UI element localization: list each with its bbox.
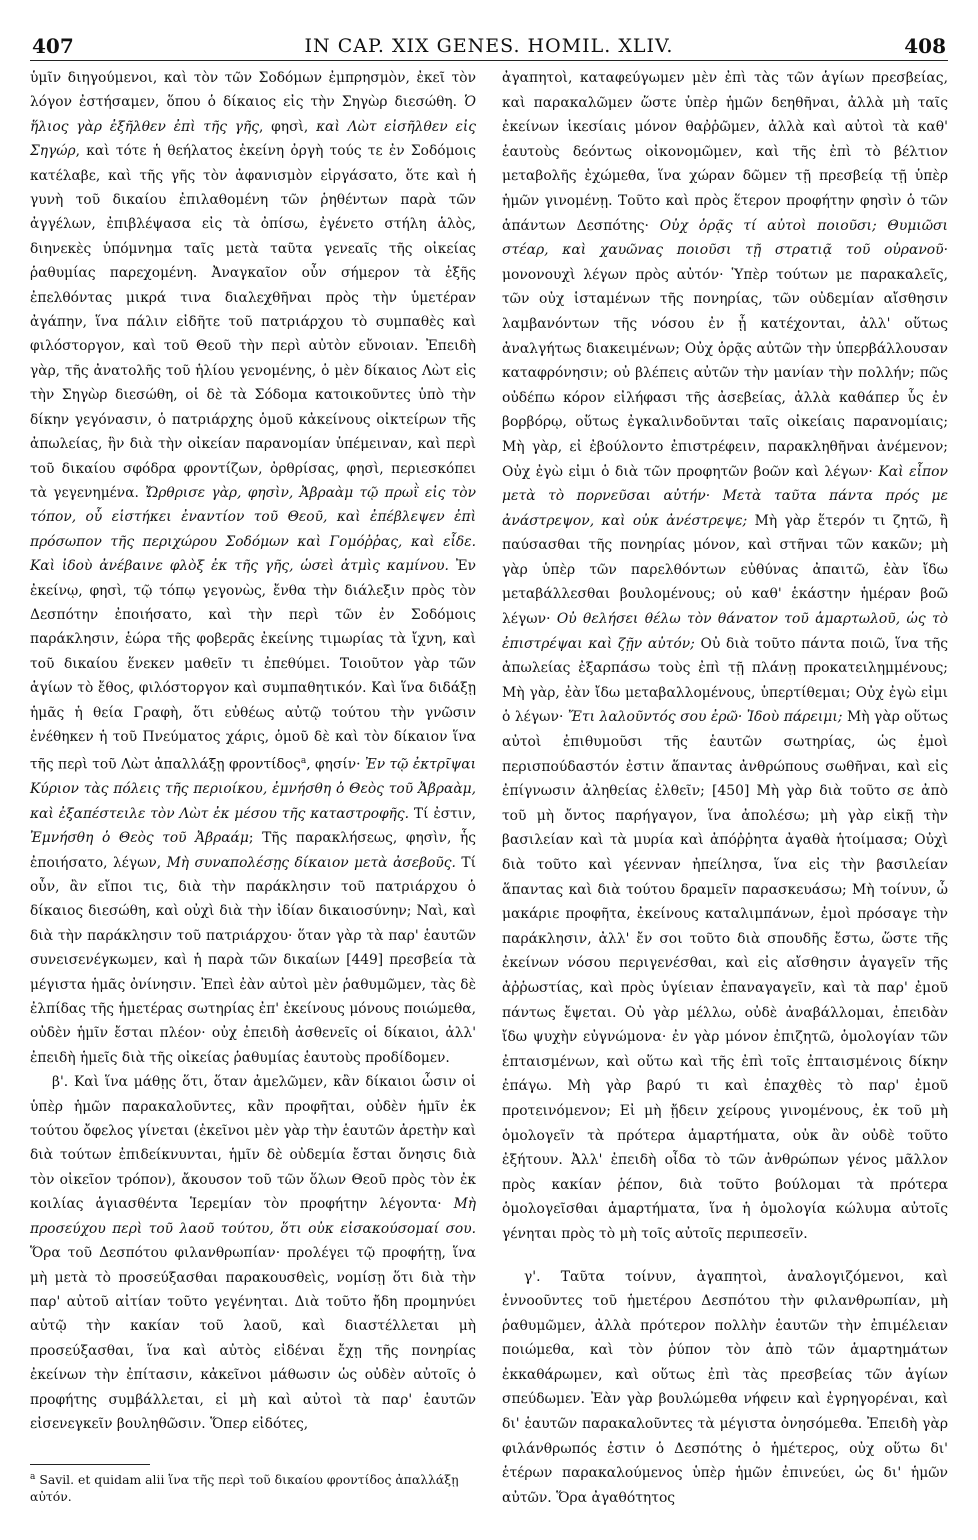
left-paragraph-2 [30, 1070, 476, 1436]
scripture-quote: καὶ Λὼτ εἰσῆλθεν εἰς Σηγώρ [30, 118, 476, 160]
right-paragraph-2 [502, 1265, 948, 1511]
left-column [30, 66, 476, 1436]
text-run: , φησίν· [306, 756, 365, 773]
text-run: β'. Καὶ ἵνα μάθῃς ὅτι, ὅταν ἀμελῶμεν, κἂν δίκαιοι ὦσιν οἱ ὑπὲρ ἡμῶν παρακαλοῦντες, κἂν προφῆται, οὐδὲν ἡμῖν ἐκ τούτου ὄφελος γίνεται (ἐκεῖνοι μὲν γὰρ τὴν ἑαυτῶν ἀρετὴν καὶ διὰ τούτων ἐπιδείκνυνται, ἡμῖν δὲ οὐδεμία ἔσται ὄνησις διὰ τὸν οἰκεῖον τρόπον), ἄκουσον τοῦ τῶν ὅλων Θεοῦ πρὸς τὸν ἐκ κοιλίας ἁγιασθέντα Ἱερεμίαν τὸν προφήτην λέγοντα· [30, 1074, 476, 1213]
right-paragraph-1 [502, 66, 948, 1247]
footnote-reference: a [300, 756, 307, 767]
text-run: γ'. Ταῦτα τοίνυν, ἀγαπητοὶ, ἀναλογιζόμενοι, καὶ ἐννοοῦντες τοῦ ἡμετέρου Δεσπότου τὴν φιλανθρωπίαν, μὴ ῥαθυμῶμεν, ἀλλὰ πρότερον πολλὴν ἑαυτῶν τὴν ἐπιμέλειαν ποιώμεθα, καὶ τὸν ῥύπον τὸν ἀπὸ τῶν ἁμαρτημάτων ἐκκαθάρωμεν, καὶ οὕτως ἐπὶ τὰς πρεσβείας τῶν ἁγίων σπεύδωμεν. Ἐὰν γὰρ βουλώμεθα νήφειν καὶ ἐγρηγορέναι, καὶ δι' ἑαυτῶν παρακαλοῦντες τὰ μέγιστα ὀνησόμεθα. Ἐπειδὴ γὰρ φιλάνθρωπός ἐστιν ὁ Δεσπότης ὁ ἡμέτερος, οὐχ οὕτω δι' ἑτέρων παρακαλούμενος ὑπὲρ ἡμῶν ἐπινεύει, ὡς δι' ἡμῶν αὐτῶν. Ὅρα ἀγαθότητος [502, 1268, 948, 1506]
footnote-mark: a [30, 1472, 36, 1482]
text-run: Τί οὖν, ἂν εἴποι τις, διὰ τὴν παράκλησιν τοῦ πατριάρχου ὁ δίκαιος διεσώθη, καὶ οὐχὶ διὰ τὴν ἰδίαν δικαιοσύνην; Ναὶ, καὶ διὰ τὴν παράκλησιν τοῦ πατριάρχου· ὅταν γὰρ τὰ παρ' ἑαυτῶν συνεισενέγκωμεν, καὶ ἡ παρὰ τῶν δικαίων [449] πρεσβεία τὰ μέγιστα ἡμᾶς ὀνίνησιν. Ἐπεὶ ἐὰν αὐτοὶ μὲν ῥαθυμῶμεν, τὰς δὲ ἐλπίδας τῆς ἡμετέρας σωτηρίας ἐπ' ἐκείνους μόνους ποιώμεθα, οὐδὲν ἡμῖν ἔσται πλέον· οὐχ ἐπειδὴ ἀσθενεῖς οἱ δίκαιοι, ἀλλ' ἐπειδὴ ἡμεῖς διὰ τῆς οἰκείας ῥαθυμίας ἑαυτοὺς προδίδομεν. [30, 854, 476, 1066]
scripture-quote: Οὐχ ὁρᾷς τί αὐτοὶ ποιοῦσι; Θυμιῶσι στέαρ, καὶ χαυῶνας ποιοῦσι τῇ στρατιᾷ τοῦ οὐρανοῦ· [502, 217, 948, 259]
text-run: Μὴ γὰρ ἕτερόν τι ζητῶ, ἢ παύσασθαι τῆς πονηρίας μόνον, καὶ στῆναι τῶν κακῶν; μὴ γὰρ ὑπὲρ τῶν παρελθόντων εὐθύνας ἀπαιτῶ, ἐὰν ἴδω μεταβάλλεσθαι βουλομένους; οὐ καθ' ἑκάστην ἡμέραν βοῶ λέγων· [502, 512, 948, 628]
scripture-quote: Ἐν τῷ ἐκτρῖψαι Κύριον τὰς πόλεις τῆς περιοίκου, ἐμνήσθη ὁ Θεὸς τοῦ Ἀβραὰμ, καὶ ἐξαπέστειλε τὸν Λὼτ ἐκ μέσου τῆς καταστροφῆς. [30, 756, 476, 822]
footnote-text: Savil. et quidam alii ἵνα τῆς περὶ τοῦ δικαίου φροντίδος ἀπαλλάξῃ αὐτόν. [30, 1472, 459, 1505]
text-run: Μὴ γὰρ οὕτως αὐτοὶ ἐπιθυμοῦσι τῆς ἑαυτῶν σωτηρίας, ὡς ἐμοὶ περισπούδαστόν ἐστιν ἅπαντας ἀνθρώπους σωθῆναι, καὶ εἰς ἐπίγνωσιν ἀληθείας ἐλθεῖν; [450] Μὴ γὰρ διὰ τοῦτο σε ἀπὸ τοῦ μὴ ὄντος παρήγαγον, ἵνα ἀπολέσω; μὴ γὰρ εἰκῇ τὴν βασιλείαν καὶ τὰ μυρία καὶ ἀπόῤῥητα ἀγαθὰ ἡτοίμασα; Οὐχὶ διὰ τοῦτο καὶ γέενναν ἠπείλησα, ἵνα εἰς τὴν βασιλείαν ἅπαντας καὶ διὰ τούτου δραμεῖν παρασκευάσω; Μὴ τοίνυν, ὦ μακάριε προφῆτα, ἐκείνους καταλιμπάνων, ἐμοὶ πρόσαγε τὴν παράκλησιν, ἀλλ' ἔν σοι τοῦτο διὰ σπουδῆς ἔστω, ὥστε τῆς ἐκείνων νόσου περιγενέσθαι, καὶ εἰς αἴσθησιν ἀγαγεῖν τῆς ἀῤῥωστίας, καὶ πρὸς ὑγίειαν ἐπαναγαγεῖν, καὶ τὰ παρ' ἐμοῦ πάντως ἔψεται. Οὐ γὰρ μέλλω, οὐδὲ ἀναβάλλομαι, ἐπειδὰν ἴδω ψυχὴν εὐγνώμονα· ἐν γὰρ μόνον ἐπιζητῶ, ὁμολογίαν τῶν ἐπταισμένων, καὶ οὕτω καὶ τῆς ἐπὶ τοῖς ἐπταισμένοις δίκην ἐπάγω. Μὴ γὰρ βαρύ τι καὶ ἐπαχθὲς τὸ παρ' ἐμοῦ προτεινόμενον; Εἰ μὴ ᾔδειν χείρους γινομένους, ἐκ τοῦ μὴ ὁμολογεῖν τὰ πρότερα ἁμαρτήματα, οὐκ ἂν οὐδὲ τοῦτο ἐξήτουν. Ἀλλ' ἐπειδὴ οἶδα τὸ τῶν ἀνθρώπων γένος μᾶλλον πρὸς κακίαν ῥέπον, διὰ τοῦτο βούλομαι τὰ πρότερα ὁμολογεῖσθαι ἁμαρτήματα, ἵνα ἡ ὁμολογία κώλυμα αὐτοῖς γένηται πρὸς τὸ μὴ τοῖς αὐτοῖς περιπεσεῖν. [502, 709, 948, 1242]
scripture-quote: Καὶ εἶπον μετὰ τὸ πορνεῦσαι αὐτήν· Μετὰ ταῦτα πάντα πρός με ἀνάστρεψον, καὶ οὐκ ἀνέστρεψε; [502, 463, 948, 529]
text-run: Ὅρα τοῦ Δεσπότου φιλανθρωπίαν· προλέγει τῷ προφήτῃ, ἵνα μὴ μετὰ τὸ προσεύξασθαι παρακουσθεὶς, νομίσῃ ὅτι διὰ τὴν παρ' αὐτοῦ αἰτίαν τοῦτο γεγένηται. Διὰ τοῦτο ἤδη προμηνύει αὐτῷ τὴν κακίαν τοῦ λαοῦ, καὶ διαστέλλεται μὴ προσεύξασθαι, ἵνα καὶ αὐτὸς εἰδέναι ἔχῃ τῆς πονηρίας ἐκείνων τὴν ἐπίτασιν, κἀκεῖνοι μάθωσιν ὡς οὐδὲν αὐτοῖς ὁ προφήτης συμβάλλεται, εἰ μὴ καὶ αὐτοὶ τὰ παρ' ἑαυτῶν εἰσενεγκεῖν βουληθῶσιν. Ὅπερ εἰδότες, [30, 1245, 476, 1432]
right-page-number: 408 [904, 34, 946, 58]
text-run: Ἐν ἐκείνῳ, φησὶ, τῷ τόπῳ γεγονὼς, ἔνθα τὴν διάλεξιν πρὸς τὸν Δεσπότην ἐποιήσατο, καὶ τὴν περὶ τῶν ἐν Σοδόμοις παράκλησιν, ἑώρα τῆς φοβερᾶς ἐκείνης τιμωρίας τὰ ἴχνη, καὶ τοῦ δικαίου ἕνεκεν μαθεῖν τι ἐπεθύμει. Τοιοῦτον γὰρ τῶν ἁγίων τὸ ἔθος, φιλόστοργον καὶ συμπαθητικόν. Καὶ ἵνα διδάξῃ ἡμᾶς ἡ θεία Γραφὴ, ὅτι εὐθέως αὐτῷ τούτου τὴν γνῶσιν ἐνέθηκεν ἡ τοῦ Πνεύματος χάρις, ὁμοῦ δὲ καὶ τὸν δίκαιον ἵνα τῆς περὶ τοῦ Λὼτ ἀπαλλάξῃ φροντίδος [30, 558, 476, 773]
text-run: μονονουχὶ λέγων πρὸς αὐτόν· Ὑπὲρ τούτων με παρακαλεῖς, τῶν οὐχ ἱσταμένων τῆς πονηρίας, τῶν οὐδεμίαν αἴσθησιν λαμβανόντων τῆς νόσου ἐν ᾗ κατέχονται, ἀλλ' οὕτως ἀναλγήτως διακειμένων; Οὐχ ὁρᾷς αὐτῶν τὴν ὑπερβάλλουσαν καταφρόνησιν; οὐ βλέπεις αὐτῶν τὴν μανίαν τὴν πολλήν; πῶς οὐδέπω κόρον εἰλήφασι τῆς ἀσεβείας, ἀλλὰ καθάπερ ὗς ἐν βορβόρῳ, οὕτως ἐγκαλινδοῦνται ταῖς οἰκείαις παρανομίαις; Μὴ γὰρ, εἰ ἐβούλοντο ἐπιστρέφειν, παρακληθῆναι ἀνέμενον; Οὐχ ἐγὼ εἰμι ὁ διὰ τῶν προφητῶν βοῶν καὶ λέγων· [502, 266, 948, 480]
text-run: , καὶ τότε ἡ θεήλατος ἐκείνη ὀργὴ τούς τε ἐν Σοδόμοις κατέλαβε, καὶ τῆς γῆς τὸν ἀφανισμὸν εἰργάσατο, ὅτε καὶ ἡ γυνὴ τοῦ δικαίου ἐπιλαθομένη τῶν ῥηθέντων παρὰ τῶν ἀγγέλων, ἐπιβλέψασα εἰς τὰ ὀπίσω, ἐγένετο στήλη ἁλὸς, διηνεκὲς ὑπόμνημα ταῖς μετὰ ταῦτα γενεαῖς τῆς οἰκείας ῥαθυμίας παρεχομένη. Ἀναγκαῖον οὖν σήμερον τὰ ἑξῆς ἐπελθόντας μικρά τινα διαλεχθῆναι πρὸς τὴν ὑμετέραν ἀγάπην, ἵνα πάλιν εἰδῆτε τοῦ πατριάρχου τὸ συμπαθὲς καὶ φιλόστοργον, καὶ τοῦ Θεοῦ τὴν περὶ αὐτὸν εὔνοιαν. Ἐπειδὴ γὰρ, τῆς ἀνατολῆς τοῦ ἡλίου γενομένης, ὁ μὲν δίκαιος Λὼτ εἰς τὴν Σηγὼρ διεσώθη, οἱ δὲ τὰ Σόδομα κατοικοῦντες ὑπὸ τὴν δίκην γεγόνασιν, ὁ πατριάρχης ὁμοῦ κἀκείνους οἰκτείρων τῆς ἀπωλείας, ἣν διὰ τὴν οἰκείαν παρανομίαν ὑπέμειναν, καὶ περὶ τοῦ δικαίου σφόδρα φροντίζων, ὀρθρίσας, φησὶ, περιεσκόπει τὰ γεγενημένα. [30, 143, 476, 501]
left-page-number: 407 [32, 34, 74, 58]
footnote-rule [30, 1464, 150, 1465]
scripture-quote: Ὤρθρισε γὰρ, φησὶν, Ἀβραὰμ τῷ πρωῒ εἰς τὸν τόπον, οὗ εἱστήκει ἐναντίον τοῦ Θεοῦ, καὶ ἐπέβλεψεν ἐπὶ πρόσωπον τῆς περιχώρου Σοδόμων καὶ Γομόῤῥας, καὶ εἶδε. Καὶ ἰδοὺ ἀνέβαινε φλὸξ ἐκ τῆς γῆς, ὡσεὶ ἀτμὶς καμίνου. [30, 484, 477, 575]
text-run: Οὐ διὰ τοῦτο πάντα ποιῶ, ἵνα τῆς ἀπωλείας ἐξαρπάσω τοὺς ἐπὶ τῇ πλάνῃ προκατειλημμένους; Μὴ γὰρ, ἐὰν ἴδω μεταβαλλομένους, ὑπερτίθεμαι; Οὐχ ἐγὼ εἰμι ὁ λέγων· [502, 635, 948, 726]
text-run: ὑμῖν διηγούμενοι, καὶ τὸν τῶν Σοδόμων ἐμπρησμὸν, ἐκεῖ τὸν λόγον ἐστήσαμεν, ὅπου ὁ δίκαιος εἰς τὴν Σηγὼρ διεσώθη. [30, 70, 476, 111]
scripture-quote: Ἔτι λαλοῦντός σου ἐρῶ· Ἰδοὺ πάρειμι; [567, 709, 843, 726]
scripture-quote: Οὐ θελήσει θέλω τὸν θάνατον τοῦ ἁμαρτωλοῦ, ὡς τὸ ἐπιστρέψαι καὶ ζῇν αὐτόν; [502, 611, 949, 652]
scripture-quote: Μὴ προσεύχου περὶ τοῦ λαοῦ τούτου, ὅτι οὐκ εἰσακούσομαί σου. [30, 1196, 476, 1237]
right-column [502, 66, 948, 1510]
text-run: ; Τῆς παρακλήσεως, φησὶν, ἧς ἐποιήσατο, λέγων, [30, 830, 476, 871]
book-page [30, 30, 948, 1510]
page-header [30, 30, 948, 61]
running-title: IN CAP. XIX GENES. HOMIL. XLIV. [304, 35, 674, 57]
footnote [30, 1464, 476, 1505]
left-paragraph-1 [30, 66, 476, 1070]
text-run: ἀγαπητοὶ, καταφεύγωμεν μὲν ἐπὶ τὰς τῶν ἁγίων πρεσβείας, καὶ παρακαλῶμεν ὥστε ὑπὲρ ἡμῶν δεηθῆναι, ἀλλὰ μὴ ταῖς ἐκείνων ἱκεσίαις μόνον θαῤῥῶμεν, ἀλλὰ καὶ αὐτοὶ τὰ καθ' ἑαυτοὺς δεόντως οἰκονομῶμεν, καὶ τῆς ἐπὶ τὸ βέλτιον μεταβολῆς ἐχώμεθα, ἵνα χώραν δῶμεν τῇ πρεσβείᾳ τῇ ὑπὲρ ἡμῶν γινομένῃ. Τοῦτο καὶ πρὸς ἕτερον προφήτην φησὶν ὁ τῶν ἁπάντων Δεσπότης· [502, 70, 948, 234]
scripture-quote: Μὴ συναπολέσῃς δίκαιον μετὰ ἀσεβοῦς. [166, 854, 456, 871]
text-run: Τί ἐστιν, [409, 805, 476, 822]
scripture-quote: Ὁ ἥλιος γὰρ ἐξῆλθεν ἐπὶ τῆς γῆς [30, 94, 476, 135]
scripture-quote: Ἐμνήσθη ὁ Θεὸς τοῦ Ἀβραάμ [30, 830, 249, 847]
text-run: , φησὶ, [258, 118, 317, 135]
